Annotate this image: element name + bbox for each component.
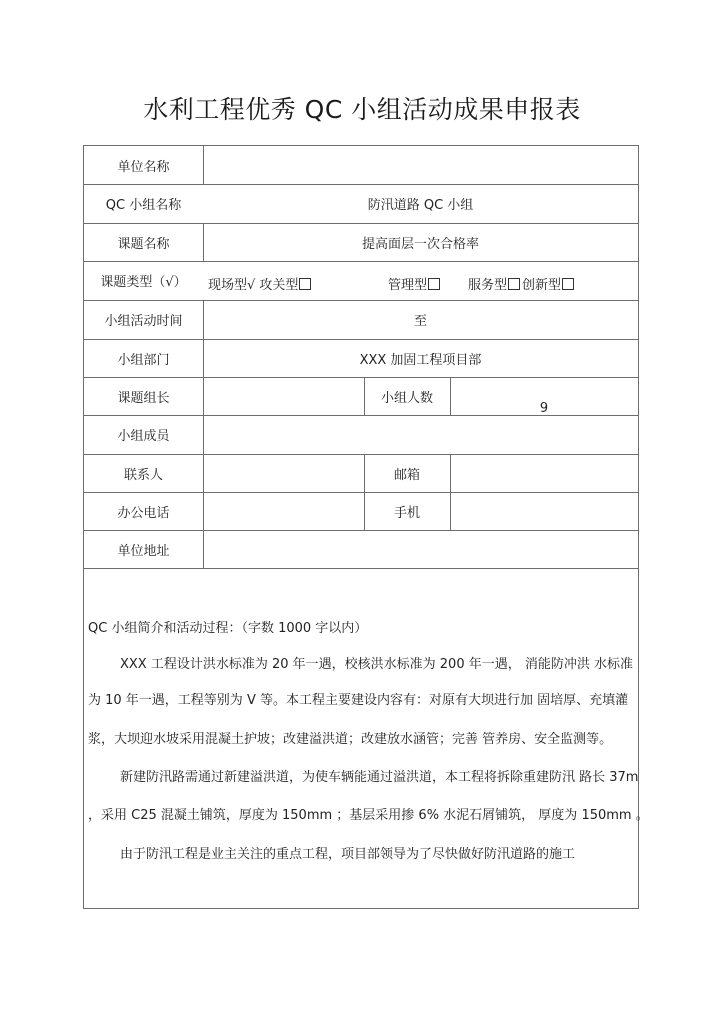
member-count-label: 小组人数 [380, 390, 433, 406]
contact-label: 联系人 [123, 467, 163, 483]
checkbox-icon[interactable] [299, 278, 311, 290]
topic-type-innovation-text: 创新型 [522, 278, 562, 293]
email-field[interactable] [450, 454, 638, 492]
office-phone-field[interactable] [203, 492, 364, 530]
topic-name-field[interactable]: 提高面层一次合格率 [361, 236, 479, 252]
checkbox-icon[interactable] [428, 278, 440, 290]
member-count-field[interactable]: 9 [539, 400, 549, 416]
unit-name-field[interactable] [203, 146, 638, 184]
topic-type-site-option[interactable] [208, 274, 311, 293]
topic-type-management-option[interactable] [388, 274, 440, 293]
address-label: 单位地址 [117, 543, 170, 559]
office-phone-label: 办公电话 [117, 505, 170, 521]
topic-type-service-option[interactable] [468, 274, 520, 293]
application-form [83, 145, 649, 909]
members-field[interactable] [203, 415, 638, 454]
topic-type-label: 课题类型（√） [100, 275, 187, 290]
unit-name-label: 单位名称 [117, 159, 170, 175]
topic-type-management-text: 管理型 [388, 278, 428, 293]
intro-heading: QC 小组简介和活动过程：（字数 1000 字以内） [88, 621, 368, 636]
qc-group-name-field[interactable]: 防汛道路 QC 小组 [367, 198, 474, 213]
mobile-label: 手机 [393, 505, 420, 521]
department-field[interactable]: XXX 加固工程项目部 [359, 352, 482, 368]
topic-type-innovation-option[interactable] [522, 274, 574, 293]
page-title: 水利工程优秀 QC 小组活动成果申报表 [143, 95, 581, 124]
checkbox-icon[interactable] [508, 278, 520, 290]
checkbox-icon[interactable] [562, 278, 574, 290]
topic-type-service-text: 服务型 [468, 278, 508, 293]
qc-group-name-label: QC 小组名称 [105, 198, 182, 213]
intro-paragraph-line: 新建防汛路需通过新建溢洪道，为使车辆能通过溢洪道，本工程将拆除重建防汛 路长 37m [120, 770, 639, 785]
leader-field[interactable] [203, 377, 364, 415]
topic-name-label: 课题名称 [117, 236, 170, 252]
row-divider [84, 568, 638, 569]
leader-label: 课题组长 [117, 390, 170, 406]
activity-time-field[interactable]: 至 [413, 314, 427, 329]
intro-paragraph-line: XXX 工程设计洪水标准为 20 年一遇，校核洪水标准为 200 年一遇， 消能防冲洪 水标准 [120, 657, 633, 672]
intro-paragraph-line: 由于防汛工程是业主关注的重点工程，项目部领导为了尽快做好防汛道路的施工 [120, 847, 576, 862]
contact-field[interactable] [203, 454, 364, 492]
intro-paragraph-line: 浆，大坝迎水坡采用混凝土护坡；改建溢洪道；改建放水涵管；完善 管养房、安全监测等。 [88, 732, 613, 747]
address-field[interactable] [203, 530, 638, 568]
topic-type-site-text: 现场型√ 攻关型 [208, 278, 299, 293]
members-label: 小组成员 [117, 429, 170, 444]
email-label: 邮箱 [393, 467, 420, 483]
activity-time-label: 小组活动时间 [104, 314, 183, 329]
department-label: 小组部门 [117, 352, 170, 368]
mobile-field[interactable] [450, 492, 638, 530]
intro-paragraph-line: 为 10 年一遇，工程等别为 V 等。本工程主要建设内容有：对原有大坝进行加 固培厚、充填灌 [88, 693, 629, 708]
intro-paragraph-line: ，采用 C25 混凝土铺筑，厚度为 150mm ；基层采用掺 6% 水泥石屑铺筑， 厚度为 150mm 。 [88, 808, 649, 823]
